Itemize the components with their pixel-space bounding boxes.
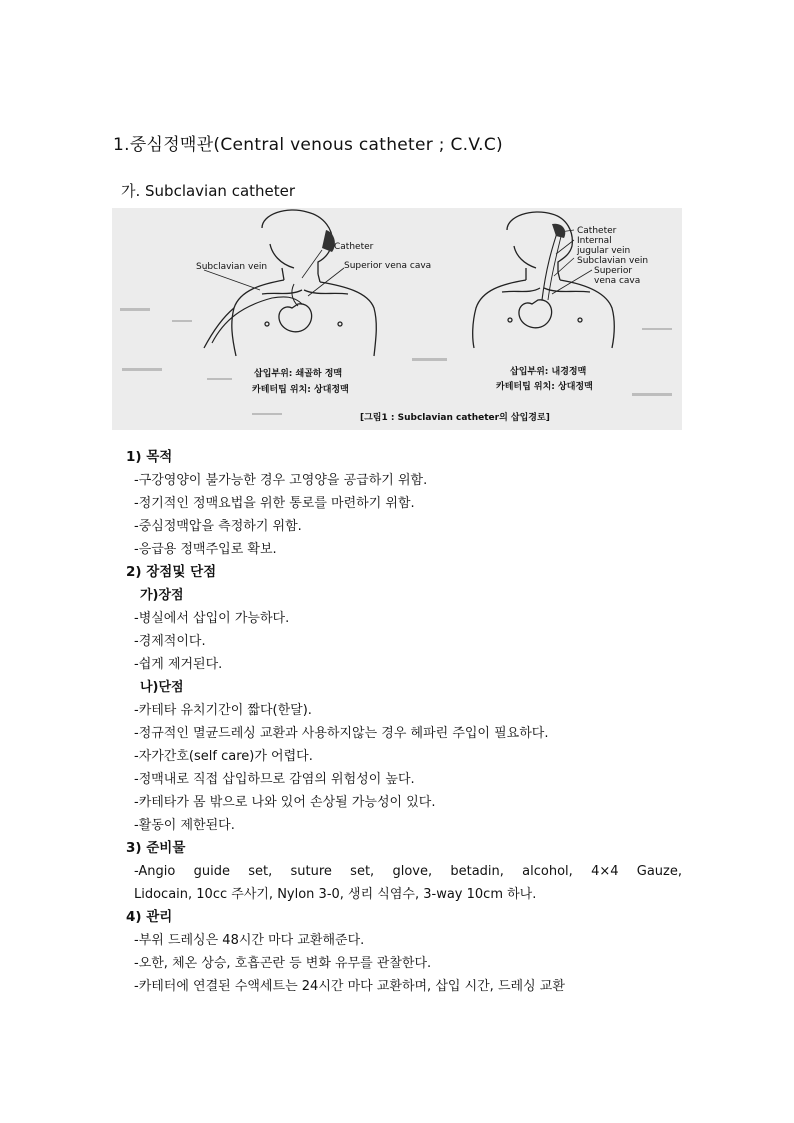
pros-cons-heading: 2) 장점및 단점 bbox=[126, 564, 217, 580]
management-item: -오한, 체온 상승, 호흡곤란 등 변화 유무를 관찰한다. bbox=[134, 956, 432, 971]
section-subtitle: 가. Subclavian catheter bbox=[121, 182, 296, 200]
pros-item: -경제적이다. bbox=[134, 634, 206, 649]
label-superior-vena-cava-right: Superior vena cava bbox=[594, 266, 641, 286]
cons-item: -자가간호(self care)가 어렵다. bbox=[134, 749, 313, 764]
pros-item: -쉽게 제거된다. bbox=[134, 657, 223, 672]
figure-caption: [그림1 : Subclavian catheter의 삽입경로] bbox=[360, 413, 550, 423]
supplies-heading: 3) 준비물 bbox=[126, 840, 186, 856]
management-item: -부위 드레싱은 48시간 마다 교환해준다. bbox=[134, 933, 365, 948]
label-subclavian-vein: Subclavian vein bbox=[196, 262, 268, 272]
anatomy-figure bbox=[112, 208, 682, 430]
label-subclavian-vein-right: Subclavian vein bbox=[577, 256, 649, 266]
pros-item: -병실에서 삽입이 가능하다. bbox=[134, 611, 290, 626]
page-title: 1.중심정맥관(Central venous catheter ; C.V.C) bbox=[113, 135, 503, 155]
cons-item: -카테타 유치기간이 짧다(한달). bbox=[134, 703, 312, 718]
label-catheter-right: Catheter bbox=[577, 226, 617, 236]
pros-heading: 가)장점 bbox=[140, 588, 184, 603]
cons-item: -정규적인 멸균드레싱 교환과 사용하지않는 경우 헤파린 주입이 필요하다. bbox=[134, 726, 549, 741]
management-heading: 4) 관리 bbox=[126, 909, 173, 925]
left-insertion-site: 삽입부위: 쇄골하 정맥 bbox=[254, 369, 343, 379]
supplies-line: Lidocain, 10cc 주사기, Nylon 3-0, 생리 식염수, 3-way 10cm 하나. bbox=[134, 887, 537, 902]
label-internal-jugular-vein: Internal jugular vein bbox=[577, 236, 631, 256]
purpose-item: -응급용 정맥주입로 확보. bbox=[134, 542, 277, 557]
purpose-item: -구강영양이 불가능한 경우 고영양을 공급하기 위함. bbox=[134, 473, 428, 488]
cons-heading: 나)단점 bbox=[140, 680, 184, 695]
purpose-item: -중심정맥압을 측정하기 위함. bbox=[134, 519, 302, 534]
cons-item: -활동이 제한된다. bbox=[134, 818, 235, 833]
purpose-heading: 1) 목적 bbox=[126, 449, 173, 465]
right-insertion-site: 삽입부위: 내경정맥 bbox=[510, 367, 587, 377]
management-item: -카테터에 연결된 수액세트는 24시간 마다 교환하며, 삽입 시간, 드레싱 교환 bbox=[134, 979, 565, 994]
supplies-line: -Angio guide set, suture set, glove, betadin, alcohol, 4×4 Gauze, bbox=[134, 864, 682, 879]
cons-item: -정맥내로 직접 삽입하므로 감염의 위험성이 높다. bbox=[134, 772, 415, 787]
label-catheter: Catheter bbox=[334, 242, 374, 252]
purpose-item: -정기적인 정맥요법을 위한 통로를 마련하기 위함. bbox=[134, 496, 415, 511]
left-tip-position: 카테터팁 위치: 상대정맥 bbox=[252, 385, 349, 395]
label-superior-vena-cava: Superior vena cava bbox=[344, 261, 432, 271]
document-body bbox=[126, 446, 682, 998]
right-tip-position: 카테터팁 위치: 상대정맥 bbox=[496, 382, 593, 392]
cons-item: -카테타가 몸 밖으로 나와 있어 손상될 가능성이 있다. bbox=[134, 795, 436, 810]
